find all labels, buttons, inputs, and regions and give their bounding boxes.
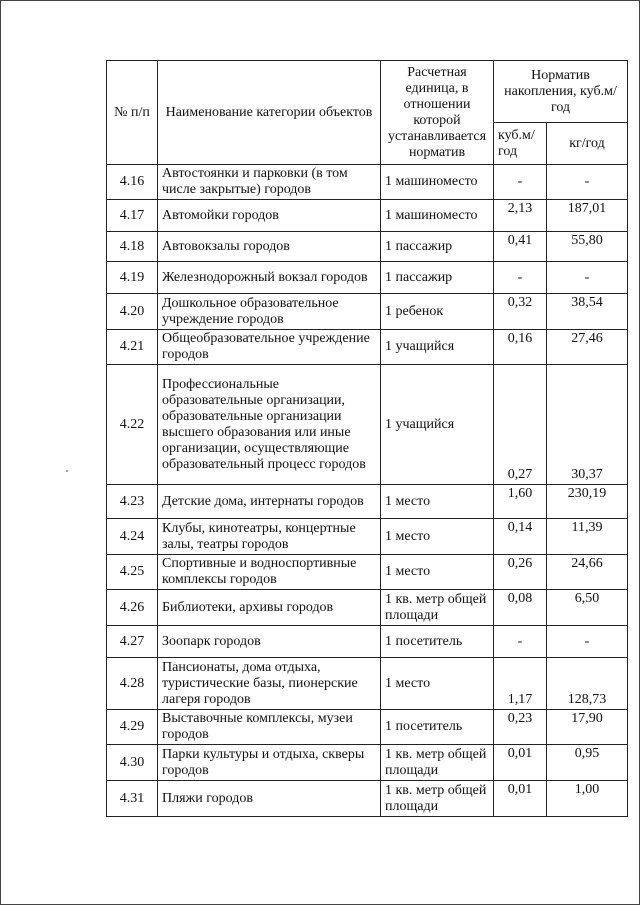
row-number: 4.20	[107, 294, 158, 330]
row-unit: 1 место	[381, 519, 494, 555]
row-category-name: Пляжи городов	[158, 781, 381, 817]
row-number: 4.30	[107, 745, 158, 781]
row-unit: 1 кв. метр общей площади	[381, 781, 494, 817]
row-unit: 1 ребенок	[381, 294, 494, 330]
header-volume: куб.м/ год	[494, 123, 547, 165]
row-unit: 1 кв. метр общей площади	[381, 590, 494, 626]
row-unit: 1 машиноместо	[381, 200, 494, 232]
row-mass-norm: 11,39	[547, 519, 628, 555]
table-row	[107, 658, 628, 710]
row-category-name: Выставочные комплексы, музеи городов	[158, 710, 381, 745]
row-mass-norm: 30,37	[547, 365, 628, 485]
row-number: 4.27	[107, 626, 158, 658]
row-volume-norm: 0,16	[494, 330, 547, 365]
row-category-name: Детские дома, интернаты городов	[158, 485, 381, 519]
row-mass-norm: 24,66	[547, 555, 628, 590]
table-row	[107, 555, 628, 590]
row-volume-norm: 0,01	[494, 781, 547, 817]
table-header	[107, 61, 628, 165]
row-unit: 1 место	[381, 555, 494, 590]
row-volume-norm: 0,01	[494, 745, 547, 781]
row-category-name: Зоопарк городов	[158, 626, 381, 658]
row-category-name: Железнодорожный вокзал городов	[158, 262, 381, 294]
row-unit: 1 машиноместо	[381, 165, 494, 200]
row-unit: 1 место	[381, 658, 494, 710]
row-number: 4.28	[107, 658, 158, 710]
row-mass-norm: 230,19	[547, 485, 628, 519]
row-category-name: Библиотеки, архивы городов	[158, 590, 381, 626]
row-mass-norm: 17,90	[547, 710, 628, 745]
row-unit: 1 учащийся	[381, 330, 494, 365]
row-mass-norm: 38,54	[547, 294, 628, 330]
table-row	[107, 710, 628, 745]
row-volume-norm: 2,13	[494, 200, 547, 232]
row-mass-norm: 187,01	[547, 200, 628, 232]
table-row	[107, 200, 628, 232]
row-category-name: Пансионаты, дома отдыха, туристические базы, пионерские лагеря городов	[158, 658, 381, 710]
table-row	[107, 590, 628, 626]
table-row	[107, 165, 628, 200]
row-mass-norm: 27,46	[547, 330, 628, 365]
row-mass-norm: 0,95	[547, 745, 628, 781]
row-number: 4.18	[107, 232, 158, 262]
table-row	[107, 485, 628, 519]
row-volume-norm: 0,32	[494, 294, 547, 330]
table-row	[107, 330, 628, 365]
header-num: № п/п	[107, 61, 158, 165]
row-number: 4.22	[107, 365, 158, 485]
header-mass: кг/год	[547, 123, 628, 165]
row-number: 4.29	[107, 710, 158, 745]
row-category-name: Автостоянки и парковки (в том числе закрытые) городов	[158, 165, 381, 200]
row-category-name: Клубы, кинотеатры, концертные залы, театры городов	[158, 519, 381, 555]
scan-speck	[66, 470, 68, 472]
row-volume-norm: 1,17	[494, 658, 547, 710]
row-number: 4.24	[107, 519, 158, 555]
row-mass-norm: 1,00	[547, 781, 628, 817]
row-mass-norm: -	[547, 262, 628, 294]
table-row	[107, 262, 628, 294]
table-row	[107, 232, 628, 262]
row-volume-norm: 0,41	[494, 232, 547, 262]
row-unit: 1 посетитель	[381, 626, 494, 658]
table-row	[107, 745, 628, 781]
row-volume-norm: 0,14	[494, 519, 547, 555]
row-category-name: Автовокзалы городов	[158, 232, 381, 262]
row-number: 4.26	[107, 590, 158, 626]
row-unit: 1 место	[381, 485, 494, 519]
row-volume-norm: 0,23	[494, 710, 547, 745]
row-number: 4.23	[107, 485, 158, 519]
row-volume-norm: -	[494, 165, 547, 200]
row-mass-norm: 128,73	[547, 658, 628, 710]
row-unit: 1 посетитель	[381, 710, 494, 745]
row-unit: 1 учащийся	[381, 365, 494, 485]
row-number: 4.31	[107, 781, 158, 817]
row-volume-norm: -	[494, 626, 547, 658]
row-number: 4.21	[107, 330, 158, 365]
header-norm: Норматив накопления, куб.м/ год	[494, 61, 628, 123]
row-mass-norm: 55,80	[547, 232, 628, 262]
row-unit: 1 пассажир	[381, 262, 494, 294]
row-number: 4.17	[107, 200, 158, 232]
row-volume-norm: 0,08	[494, 590, 547, 626]
row-category-name: Профессиональные образовательные организации, образовательные организации высшего образования или иные организации, осуществляющие образовательный процесс городов	[158, 365, 381, 485]
row-category-name: Парки культуры и отдыха, скверы городов	[158, 745, 381, 781]
row-number: 4.25	[107, 555, 158, 590]
row-unit: 1 пассажир	[381, 232, 494, 262]
row-mass-norm: -	[547, 626, 628, 658]
table-body	[107, 165, 628, 817]
row-volume-norm: 0,26	[494, 555, 547, 590]
table-row	[107, 626, 628, 658]
table-row	[107, 294, 628, 330]
row-category-name: Автомойки городов	[158, 200, 381, 232]
row-category-name: Дошкольное образовательное учреждение городов	[158, 294, 381, 330]
row-unit: 1 кв. метр общей площади	[381, 745, 494, 781]
row-mass-norm: -	[547, 165, 628, 200]
row-category-name: Спортивные и водноспортивные комплексы городов	[158, 555, 381, 590]
norms-table	[106, 60, 628, 817]
row-volume-norm: 1,60	[494, 485, 547, 519]
row-volume-norm: 0,27	[494, 365, 547, 485]
table-row	[107, 781, 628, 817]
row-mass-norm: 6,50	[547, 590, 628, 626]
table-row	[107, 519, 628, 555]
header-unit: Расчетная единица, в отношении которой устанавливается норматив	[381, 61, 494, 165]
table-row	[107, 365, 628, 485]
header-name: Наименование категории объектов	[158, 61, 381, 165]
row-volume-norm: -	[494, 262, 547, 294]
row-number: 4.19	[107, 262, 158, 294]
row-category-name: Общеобразовательное учреждение городов	[158, 330, 381, 365]
row-number: 4.16	[107, 165, 158, 200]
